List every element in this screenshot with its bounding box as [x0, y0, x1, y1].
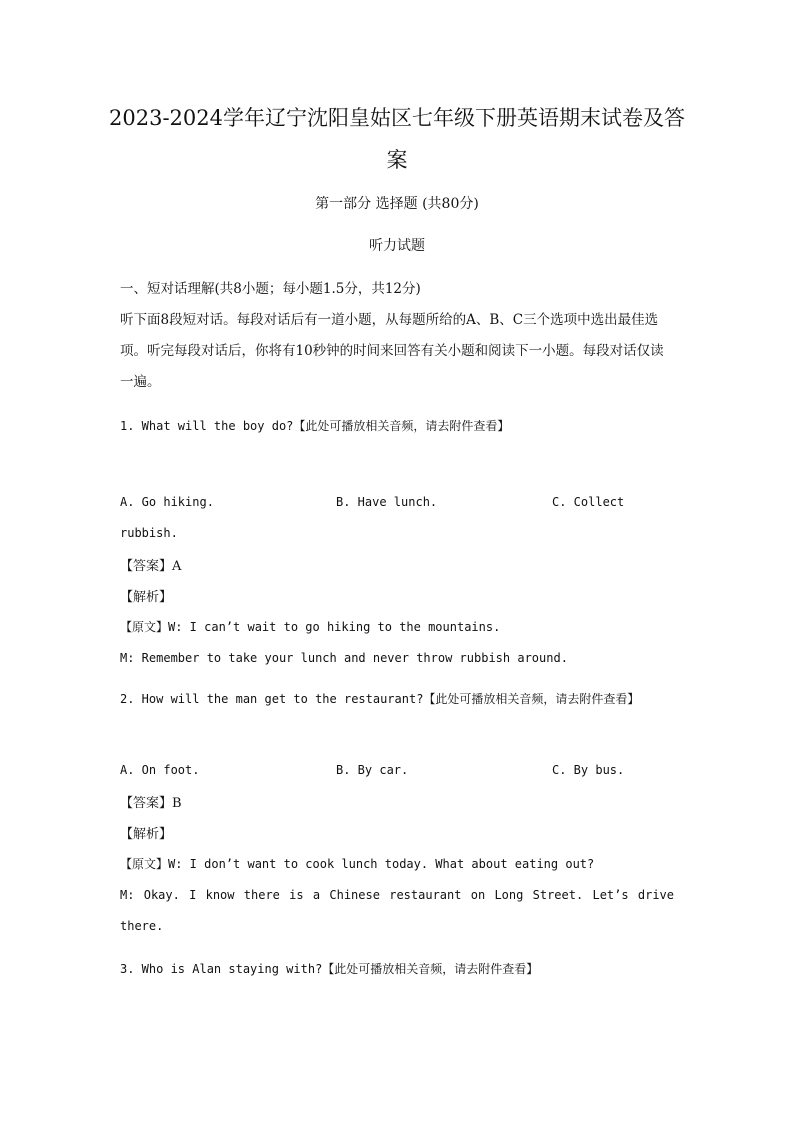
question-1-transcript-w: 【原文】W: I can’t wait to go hiking to the mountains.: [120, 620, 501, 634]
question-2-option-c: C. By bus.: [552, 763, 625, 777]
question-1-option-a: A. Go hiking.: [120, 495, 214, 509]
question-2-transcript-m: M: Okay. I know there is a Chinese restaurant on Long Street. Let’s drive: [120, 888, 674, 902]
question-1-answer: 【答案】A: [120, 559, 182, 574]
question-2-option-b: B. By car.: [336, 763, 409, 777]
question-2-analysis: 【解析】: [120, 827, 173, 842]
question-3-stem: 3. Who is Alan staying with?【此处可播放相关音频，请去附件查看】: [120, 962, 539, 976]
question-2-answer: 【答案】B: [120, 796, 182, 811]
question-1-option-c: C. Collect: [552, 495, 625, 509]
question-1-stem: 1. What will the boy do?【此处可播放相关音频，请去附件查看】: [120, 419, 510, 433]
question-2-transcript-w: 【原文】W: I don’t want to cook lunch today. What about eating out?: [120, 857, 595, 871]
section-heading: 听力试题: [369, 238, 425, 254]
part-heading: 第一部分 选择题 (共80分): [315, 196, 479, 212]
question-2-transcript-m-wrap: there.: [120, 919, 164, 933]
question-1-option-b: B. Have lunch.: [336, 495, 438, 509]
instructions-paragraph: 听下面8段短对话。每段对话后有一道小题，从每题所给的A、B、C三个选项中选出最佳选项。听完每段对话后，你将有10秒钟的时间来回答有关小题和阅读下一小题。每段对话仅读一遍。: [120, 312, 664, 390]
question-1-transcript-m: M: Remember to take your lunch and never throw rubbish around.: [120, 651, 568, 665]
document-title: 2023-2024学年辽宁沈阳皇姑区七年级下册英语期末试卷及答案: [109, 106, 685, 172]
question-2-stem: 2. How will the man get to the restaurant?【此处可播放相关音频，请去附件查看】: [120, 692, 640, 706]
question-2-option-a: A. On foot.: [120, 763, 200, 777]
question-1-option-c-wrap: rubbish.: [120, 526, 178, 540]
question-1-analysis: 【解析】: [120, 590, 173, 605]
section1-heading: 一、短对话理解(共8小题；每小题1.5分，共12分): [120, 281, 421, 297]
